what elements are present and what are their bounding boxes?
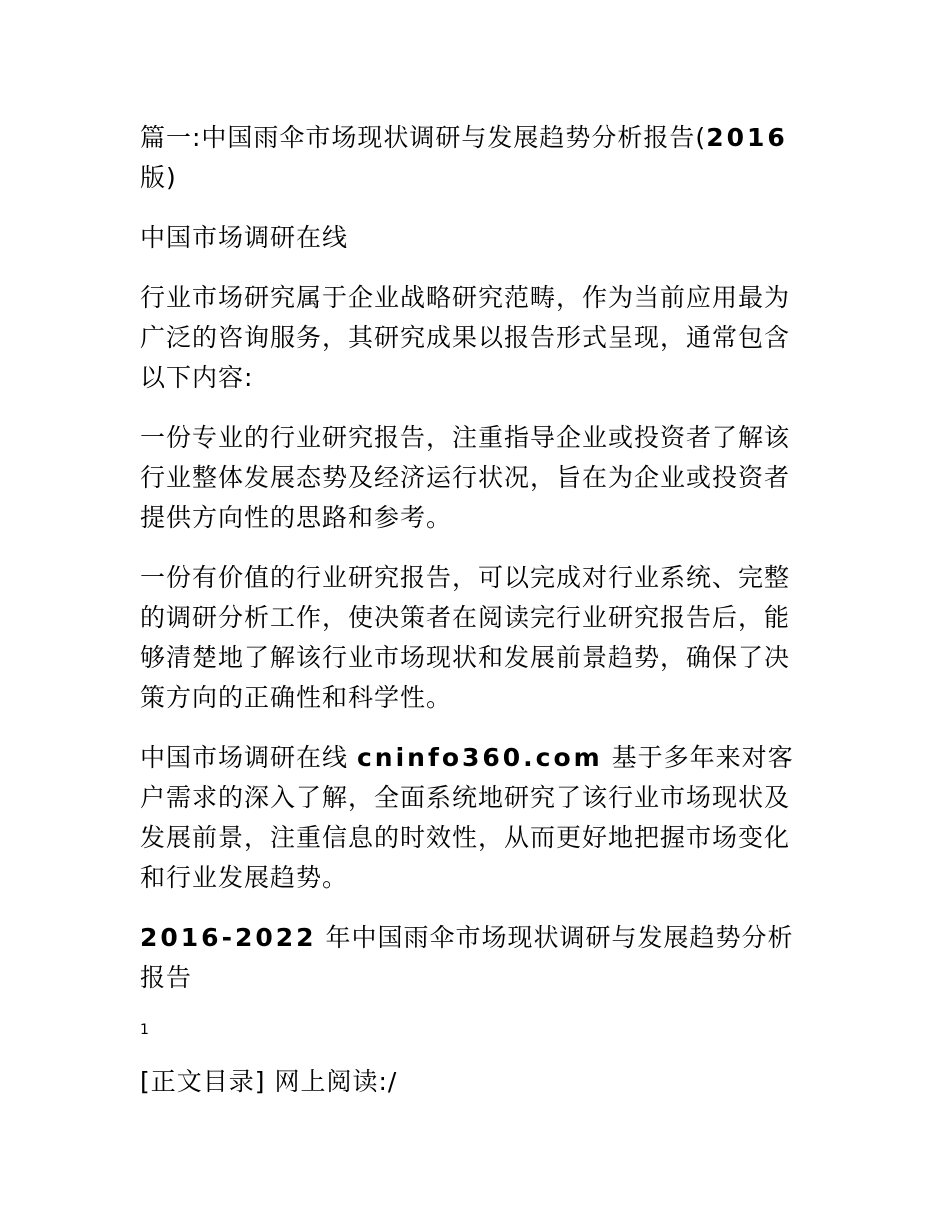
site-name: cninfo360.com: [356, 743, 603, 772]
toc-line: [140, 1062, 812, 1102]
paragraph-intro: 行业市场研究属于企业战略研究范畴，作为当前应用最为广泛的咨询服务，其研究成果以报告形式呈现，通常包含以下内容:: [140, 283, 791, 392]
title-suffix: 版): [140, 163, 177, 192]
about-site-after: 基于多年来对客户需求的深入了解，全面系统地研究了该行业市场现状及发展前景，注重信息的时效性，从而更好地把握市场变化和行业发展趋势。: [140, 743, 794, 892]
about-site-before: 中国市场调研在线: [140, 743, 357, 772]
document-title: [140, 118, 812, 198]
paragraph-about-site: [140, 738, 812, 898]
source-line: 中国市场调研在线: [140, 223, 349, 252]
report-years: 2016-2022: [140, 923, 317, 952]
title-prefix: 篇一:中国雨伞市场现状调研与发展趋势分析报告(: [140, 123, 707, 152]
document-page: [140, 118, 812, 1102]
page-number: 1: [140, 1022, 149, 1038]
paragraph-valuable-report: 一份有价值的行业研究报告，可以完成对行业系统、完整的调研分析工作，使决策者在阅读完行业研究报告后，能够清楚地了解该行业市场现状和发展前景趋势，确保了决策方向的正确性和科学性。: [140, 563, 791, 712]
report-title-text: 年中国雨伞市场现状调研与发展趋势分析报告: [140, 923, 794, 992]
toc-label: [正文目录]: [140, 1067, 266, 1096]
online-read-link[interactable]: 网上阅读:/: [265, 1067, 398, 1096]
title-year: 2016: [706, 123, 788, 152]
report-title: [140, 918, 812, 998]
paragraph-professional-report: 一份专业的行业研究报告，注重指导企业或投资者了解该行业整体发展态势及经济运行状况，旨在为企业或投资者提供方向性的思路和参考。: [140, 423, 791, 532]
